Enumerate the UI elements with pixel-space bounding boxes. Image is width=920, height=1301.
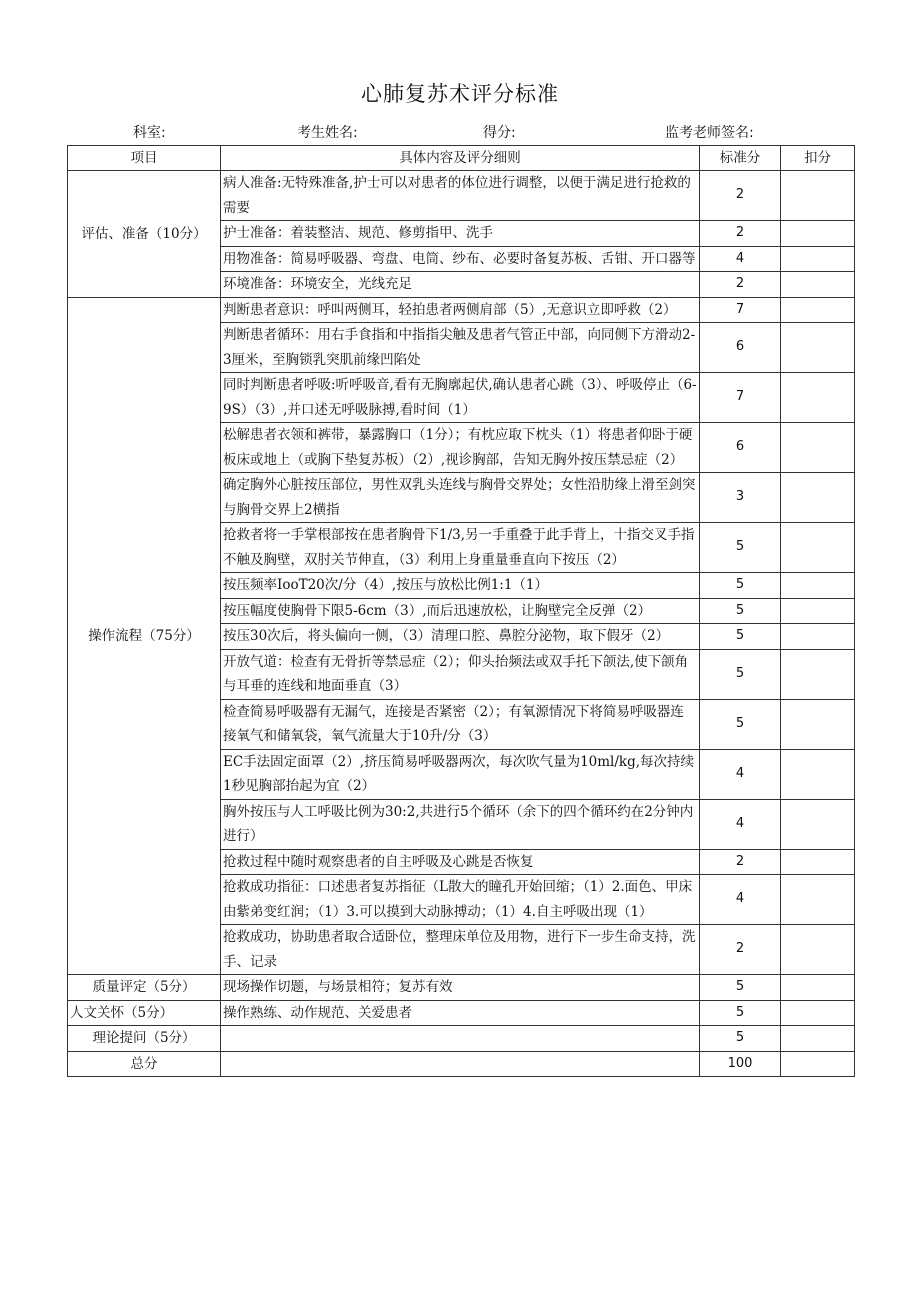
header-deduction: 扣分 (781, 146, 855, 171)
deduction-cell (781, 573, 855, 599)
standard-score: 2 (700, 171, 781, 221)
section-name: 质量评定（5分） (68, 975, 221, 1001)
standard-score: 5 (700, 699, 781, 749)
criteria-text: 环境准备：环境安全，光线充足 (221, 272, 700, 298)
criteria-text: 抢救成功，协助患者取合适卧位，整理床单位及用物，进行下一步生命支持，洗手、记录 (221, 925, 700, 975)
deduction-cell (781, 624, 855, 650)
standard-score: 7 (700, 297, 781, 323)
standard-score: 7 (700, 373, 781, 423)
deduction-cell (781, 1026, 855, 1052)
total-row (68, 1051, 855, 1077)
criteria-text: 松解患者衣领和裤带，暴露胸口（1分）；有枕应取下枕头（1）将患者仰卧于硬板床或地上（或胸下垫复苏板）（2）,视诊胸部，告知无胸外按压禁忌症（2） (221, 423, 700, 473)
deduction-cell (781, 221, 855, 247)
standard-score: 5 (700, 649, 781, 699)
header-item: 项目 (68, 146, 221, 171)
total-label: 总分 (68, 1051, 221, 1077)
standard-score: 5 (700, 573, 781, 599)
criteria-text (221, 1026, 700, 1052)
deduction-cell (781, 925, 855, 975)
section-name: 人文关怀（5分） (68, 1000, 221, 1026)
criteria-text: 判断患者意识：呼叫两侧耳，轻拍患者两侧肩部（5）,无意识立即呼救（2） (221, 297, 700, 323)
section-name: 理论提问（5分） (68, 1026, 221, 1052)
deduction-cell (781, 875, 855, 925)
examiner-signature-label: 监考老师签名: (665, 125, 754, 141)
deduction-cell (781, 1000, 855, 1026)
examinee-name-label: 考生姓名: (297, 125, 358, 141)
deduction-cell (781, 423, 855, 473)
table-row (68, 975, 855, 1001)
section-name: 操作流程（75分） (68, 297, 221, 975)
standard-score: 6 (700, 323, 781, 373)
criteria-text: 同时判断患者呼吸:听呼吸音,看有无胸廓起伏,确认患者心跳（3）、呼吸停止（6-9S）（3）,并口述无呼吸脉搏,看时间（1） (221, 373, 700, 423)
criteria-text: 确定胸外心脏按压部位，男性双乳头连线与胸骨交界处；女性沿肋缘上滑至剑突与胸骨交界上2横指 (221, 473, 700, 523)
standard-score: 5 (700, 624, 781, 650)
deduction-cell (781, 523, 855, 573)
deduction-cell (781, 975, 855, 1001)
deduction-cell (781, 598, 855, 624)
standard-score: 5 (700, 523, 781, 573)
header-standard-score: 标准分 (700, 146, 781, 171)
criteria-text: 判断患者循环：用右手食指和中指指尖触及患者气管正中部，向同侧下方滑动2-3厘米，至胸锁乳突肌前缘凹陷处 (221, 323, 700, 373)
criteria-text: 护士准备：着装整洁、规范、修剪指甲、洗手 (221, 221, 700, 247)
deduction-cell (781, 323, 855, 373)
standard-score: 2 (700, 272, 781, 298)
standard-score: 4 (700, 749, 781, 799)
deduction-cell (781, 1051, 855, 1077)
table-row (68, 1000, 855, 1026)
total-score: 100 (700, 1051, 781, 1077)
standard-score: 4 (700, 246, 781, 272)
criteria-text: 按压频率IooT20次/分（4）,按压与放松比例1:1（1） (221, 573, 700, 599)
deduction-cell (781, 699, 855, 749)
standard-score: 2 (700, 925, 781, 975)
deduction-cell (781, 799, 855, 849)
criteria-text: 抢救过程中随时观察患者的自主呼吸及心跳是否恢复 (221, 849, 700, 875)
criteria-text: EC手法固定面罩（2）,挤压简易呼吸器两次，每次吹气量为10ml/kg,每次持续1秒见胸部抬起为宜（2） (221, 749, 700, 799)
deduction-cell (781, 473, 855, 523)
deduction-cell (781, 171, 855, 221)
criteria-text: 操作熟练、动作规范、关爱患者 (221, 1000, 700, 1026)
deduction-cell (781, 649, 855, 699)
standard-score: 5 (700, 975, 781, 1001)
criteria-text: 检查简易呼吸器有无漏气，连接是否紧密（2）；有氧源情况下将简易呼吸器连接氧气和储氧袋，氧气流量大于10升/分（3） (221, 699, 700, 749)
standard-score: 6 (700, 423, 781, 473)
standard-score: 4 (700, 875, 781, 925)
table-row (68, 1026, 855, 1052)
scoring-table (67, 145, 855, 1077)
standard-score: 2 (700, 221, 781, 247)
table-row (68, 171, 855, 221)
standard-score: 3 (700, 473, 781, 523)
deduction-cell (781, 373, 855, 423)
standard-score: 2 (700, 849, 781, 875)
section-name: 评估、准备（10分） (68, 171, 221, 298)
standard-score: 5 (700, 1026, 781, 1052)
score-label: 得分: (483, 125, 516, 141)
criteria-text: 按压幅度使胸骨下限5-6cm（3）,而后迅速放松，让胸壁完全反弹（2） (221, 598, 700, 624)
page-title: 心肺复苏术评分标准 (361, 82, 559, 106)
criteria-text: 胸外按压与人工呼吸比例为30:2,共进行5个循环（余下的四个循环约在2分钟内进行） (221, 799, 700, 849)
criteria-text: 现场操作切题，与场景相符；复苏有效 (221, 975, 700, 1001)
criteria-text: 抢救者将一手掌根部按在患者胸骨下1/3,另一手重叠于此手背上，十指交叉手指不触及胸壁，双肘关节伸直，（3）利用上身重量垂直向下按压（2） (221, 523, 700, 573)
table-header-row (68, 146, 855, 171)
deduction-cell (781, 749, 855, 799)
criteria-text: 用物准备：简易呼吸器、弯盘、电筒、纱布、必要时备复苏板、舌钳、开口器等 (221, 246, 700, 272)
criteria-text: 病人准备:无特殊准备,护士可以对患者的体位进行调整，以便于满足进行抢救的需要 (221, 171, 700, 221)
standard-score: 5 (700, 1000, 781, 1026)
deduction-cell (781, 246, 855, 272)
standard-score: 4 (700, 799, 781, 849)
standard-score: 5 (700, 598, 781, 624)
department-label: 科室: (133, 125, 166, 141)
deduction-cell (781, 297, 855, 323)
criteria-text: 抢救成功指征：口述患者复苏指征（L散大的瞳孔开始回缩；（1）2.面色、甲床由紫弟变红润；（1）3.可以摸到大动脉搏动；（1）4.自主呼吸出现（1） (221, 875, 700, 925)
table-row (68, 297, 855, 323)
criteria-text: 开放气道：检查有无骨折等禁忌症（2）；仰头抬频法或双手托下颌法,使下颌角与耳垂的连线和地面垂直（3） (221, 649, 700, 699)
deduction-cell (781, 849, 855, 875)
deduction-cell (781, 272, 855, 298)
criteria-text: 按压30次后，将头偏向一侧，（3）清理口腔、鼻腔分泌物，取下假牙（2） (221, 624, 700, 650)
exam-info-bar (0, 122, 920, 142)
criteria-text (221, 1051, 700, 1077)
header-content: 具体内容及评分细则 (221, 146, 700, 171)
